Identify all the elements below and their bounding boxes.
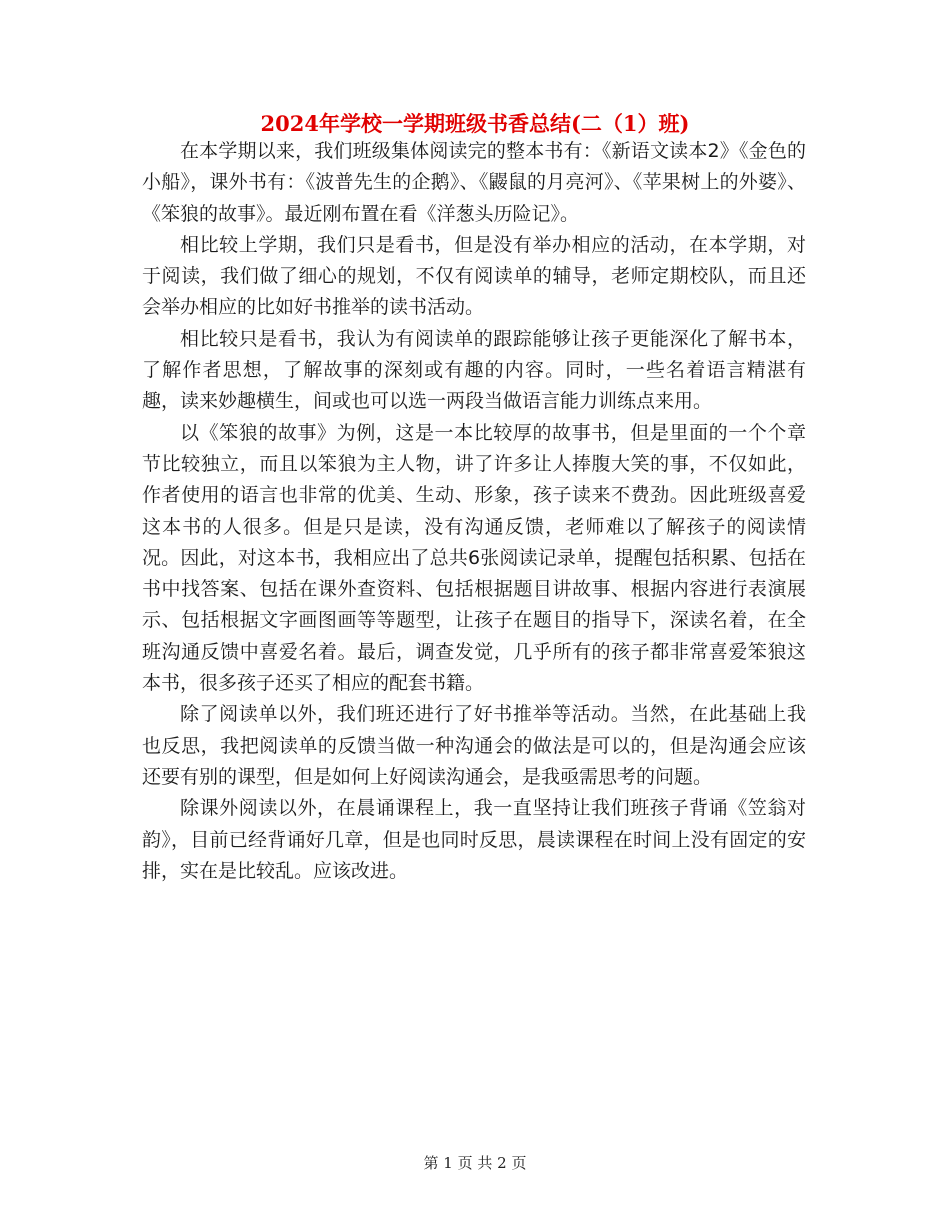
paragraph-3: 相比较只是看书，我认为有阅读单的跟踪能够让孩子更能深化了解书本，了解作者思想，了解故事的深刻或有趣的内容。同时，一些名着语言精湛有趣，读来妙趣横生，间或也可以选一两段当做语言能力训练点来用。	[142, 327, 806, 413]
paragraph-5: 除了阅读单以外，我们班还进行了好书推举等活动。当然，在此基础上我也反思，我把阅读单的反馈当做一种沟通会的做法是可以的，但是沟通会应该还要有别的课型，但是如何上好阅读沟通会，是我亟需思考的问题。	[142, 703, 806, 788]
document-title: 2024年学校一学期班级书香总结(二（1）班)	[260, 111, 690, 136]
paragraph-2: 相比较上学期，我们只是看书，但是没有举办相应的活动，在本学期，对于阅读，我们做了细心的规划，不仅有阅读单的辅导，老师定期校队，而且还会举办相应的比如好书推举的读书活动。	[142, 233, 806, 319]
paragraph-1: 在本学期以来，我们班级集体阅读完的整本书有：《新语文读本2》《金色的小船》，课外书有：《波普先生的企鹅》、《鼹鼠的月亮河》、《苹果树上的外婆》、《笨狼的故事》。最近刚布置在看《洋葱头历险记》。	[142, 140, 806, 225]
page-footer: 第 1 页 共 2 页	[423, 1154, 527, 1172]
paragraph-4: 以《笨狼的故事》为例，这是一本比较厚的故事书，但是里面的一个个章节比较独立，而且以笨狼为主人物，讲了许多让人捧腹大笑的事，不仅如此，作者使用的语言也非常的优美、生动、形象，孩子读来不费劲。因此班级喜爱这本书的人很多。但是只是读，没有沟通反馈，老师难以了解孩子的阅读情况。因此，对这本书，我相应出了总共6张阅读记录单，提醒包括积累、包括在书中找答案、包括在课外查资料、包括根据题目讲故事、根据内容进行表演展示、包括根据文字画图画等等题型，让孩子在题目的指导下，深读名着，在全班沟通反馈中喜爱名着。最后，调查发觉，几乎所有的孩子都非常喜爱笨狼这本书，很多孩子还买了相应的配套书籍。	[142, 421, 806, 695]
document-body	[142, 136, 806, 887]
paragraph-6: 除课外阅读以外，在晨诵课程上，我一直坚持让我们班孩子背诵《笠翁对韵》，目前已经背诵好几章，但是也同时反思，晨读课程在时间上没有固定的安排，实在是比较乱。应该改进。	[142, 797, 806, 882]
